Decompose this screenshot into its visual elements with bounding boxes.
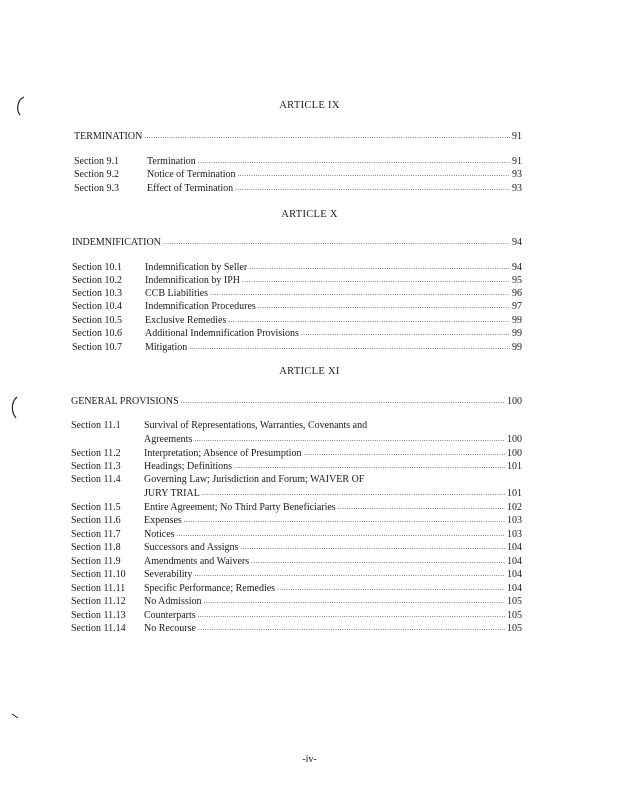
page-number: -iv- xyxy=(302,754,317,765)
toc-entry-page: 104 xyxy=(507,542,522,553)
article-heading: ARTICLE X xyxy=(281,209,338,220)
section-number: Section 10.3 xyxy=(72,288,122,299)
section-number: Section 11.12 xyxy=(71,596,126,607)
section-number: Section 11.5 xyxy=(71,502,121,513)
leader-dots xyxy=(210,287,510,299)
section-number: Section 11.11 xyxy=(71,583,126,594)
leader-dots xyxy=(234,460,505,472)
toc-entry-page: 93 xyxy=(512,169,522,180)
toc-entry-page: 101 xyxy=(507,461,522,472)
toc-entry-main[interactable] xyxy=(74,130,522,143)
toc-entry-title: CCB Liabilities xyxy=(145,288,209,299)
toc-entry[interactable] xyxy=(72,274,522,287)
toc-entry-title: Indemnification Procedures xyxy=(145,301,256,312)
toc-entry[interactable] xyxy=(72,341,522,354)
toc-entry-page: 100 xyxy=(507,396,522,407)
toc-entry-title: Survival of Representations, Warranties, Covenants and xyxy=(144,420,368,431)
toc-entry[interactable] xyxy=(74,182,522,195)
toc-entry-page: 99 xyxy=(512,315,522,326)
toc-entry-title: Successors and Assigns xyxy=(144,542,239,553)
toc-entry-page: 102 xyxy=(507,502,522,513)
toc-entry-title: Specific Performance; Remedies xyxy=(144,583,276,594)
toc-entry-page: 99 xyxy=(512,342,522,353)
toc-entry-page: 96 xyxy=(512,288,522,299)
toc-entry[interactable] xyxy=(74,168,522,181)
toc-entry-page: 103 xyxy=(507,529,522,540)
toc-entry[interactable] xyxy=(72,261,522,274)
toc-entry-page: 104 xyxy=(507,583,522,594)
section-number: Section 9.1 xyxy=(74,156,119,167)
toc-entry-title: Amendments and Waivers xyxy=(144,556,250,567)
toc-entry-title: Notices xyxy=(144,529,175,540)
leader-dots xyxy=(189,341,510,353)
toc-entry-title: Expenses xyxy=(144,515,182,526)
toc-entry-title: Indemnification by IPH xyxy=(145,275,240,286)
toc-entry-page: 103 xyxy=(507,515,522,526)
toc-entry-title: Additional Indemnification Provisions xyxy=(145,328,299,339)
section-number: Section 10.5 xyxy=(72,315,122,326)
leader-dots xyxy=(202,487,505,499)
toc-entry-page: 105 xyxy=(507,623,522,634)
toc-entry-page: 105 xyxy=(507,610,522,621)
toc-entry-title: No Admission xyxy=(144,596,202,607)
toc-entry-title: Indemnification by Seller xyxy=(145,262,248,273)
leader-dots xyxy=(194,568,505,580)
section-number: Section 11.7 xyxy=(71,529,121,540)
toc-entry[interactable] xyxy=(71,541,522,554)
toc-entry[interactable] xyxy=(71,582,522,595)
toc-entry-page: 104 xyxy=(507,556,522,567)
section-number: Section 11.3 xyxy=(71,461,121,472)
leader-dots xyxy=(198,609,505,621)
leader-dots xyxy=(198,155,510,167)
toc-entry[interactable] xyxy=(72,327,522,340)
toc-entry[interactable] xyxy=(144,433,522,446)
toc-entry-title: Termination xyxy=(147,156,196,167)
toc-entry-title: Interpretation; Absence of Presumption xyxy=(144,448,302,459)
section-number: Section 11.14 xyxy=(71,623,126,634)
toc-entry[interactable] xyxy=(71,568,522,581)
toc-entry[interactable] xyxy=(71,460,522,473)
toc-entry-page: 100 xyxy=(507,434,522,445)
section-number: Section 11.2 xyxy=(71,448,121,459)
leader-dots xyxy=(258,300,510,312)
section-number: Section 11.4 xyxy=(71,474,121,485)
section-number: Section 11.10 xyxy=(71,569,126,580)
toc-entry-page: 97 xyxy=(512,301,522,312)
leader-dots xyxy=(303,447,505,459)
leader-dots xyxy=(177,528,505,540)
section-number: Section 10.1 xyxy=(72,262,122,273)
toc-entry-page: 99 xyxy=(512,328,522,339)
toc-entry-page: 101 xyxy=(507,488,522,499)
article-heading: ARTICLE IX xyxy=(279,100,340,111)
section-number: Section 10.7 xyxy=(72,342,122,353)
leader-dots xyxy=(235,182,510,194)
toc-entry-page: 91 xyxy=(512,131,522,142)
toc-entry-page: 94 xyxy=(512,237,522,248)
leader-dots xyxy=(301,327,510,339)
section-number: Section 9.3 xyxy=(74,183,119,194)
scan-mark xyxy=(8,396,20,420)
section-number: Section 11.13 xyxy=(71,610,126,621)
toc-entry-page: 93 xyxy=(512,183,522,194)
toc-entry-title: Effect of Termination xyxy=(147,183,234,194)
section-number: Section 11.8 xyxy=(71,542,121,553)
leader-dots xyxy=(198,622,505,634)
toc-entry-page: 95 xyxy=(512,275,522,286)
toc-entry-main[interactable] xyxy=(72,236,522,249)
toc-entry-page: 94 xyxy=(512,262,522,273)
toc-entry-title: GENERAL PROVISIONS xyxy=(71,396,179,407)
leader-dots xyxy=(277,582,505,594)
leader-dots xyxy=(194,433,505,445)
toc-entry[interactable] xyxy=(72,287,522,300)
toc-entry-title: Entire Agreement; No Third Party Beneficiaries xyxy=(144,502,336,513)
toc-entry-title: JURY TRIAL xyxy=(144,488,200,499)
leader-dots xyxy=(144,130,510,142)
toc-entry-title: Mitigation xyxy=(145,342,188,353)
toc-entry[interactable] xyxy=(71,622,522,635)
section-number: Section 9.2 xyxy=(74,169,119,180)
leader-dots xyxy=(251,555,505,567)
toc-entry-title-line xyxy=(71,474,364,486)
leader-dots xyxy=(242,274,510,286)
toc-entry[interactable] xyxy=(71,609,522,622)
toc-entry-title: TERMINATION xyxy=(74,131,143,142)
toc-entry-title: Headings; Definitions xyxy=(144,461,233,472)
toc-entry[interactable] xyxy=(71,514,522,527)
section-number: Section 10.4 xyxy=(72,301,122,312)
toc-entry[interactable] xyxy=(71,595,522,608)
toc-entry-title: Counterparts xyxy=(144,610,196,621)
leader-dots xyxy=(184,514,505,526)
toc-entry[interactable] xyxy=(71,555,522,568)
toc-entry-page: 104 xyxy=(507,569,522,580)
toc-entry-title: Notice of Termination xyxy=(147,169,236,180)
section-number: Section 10.6 xyxy=(72,328,122,339)
toc-entry[interactable] xyxy=(71,447,522,460)
toc-entry-title: Agreements xyxy=(144,434,193,445)
toc-entry[interactable] xyxy=(72,300,522,313)
section-number: Section 11.6 xyxy=(71,515,121,526)
toc-entry-title: Exclusive Remedies xyxy=(145,315,227,326)
leader-dots xyxy=(249,261,510,273)
article-heading: ARTICLE XI xyxy=(279,366,340,377)
toc-entry[interactable] xyxy=(144,487,522,500)
leader-dots xyxy=(238,168,510,180)
toc-entry-page: 105 xyxy=(507,596,522,607)
scan-mark xyxy=(10,712,20,722)
toc-entry[interactable] xyxy=(74,155,522,168)
leader-dots xyxy=(181,395,505,407)
toc-entry-main[interactable] xyxy=(71,395,522,408)
toc-entry-title: No Recourse xyxy=(144,623,196,634)
toc-entry[interactable] xyxy=(72,314,522,327)
toc-entry-title: INDEMNIFICATION xyxy=(72,237,161,248)
section-number: Section 11.1 xyxy=(71,420,121,431)
toc-entry[interactable] xyxy=(71,528,522,541)
toc-entry[interactable] xyxy=(71,501,522,514)
leader-dots xyxy=(204,595,505,607)
toc-entry-page: 91 xyxy=(512,156,522,167)
toc-entry-title-line xyxy=(71,420,367,432)
section-number: Section 10.2 xyxy=(72,275,122,286)
toc-entry-page: 100 xyxy=(507,448,522,459)
leader-dots xyxy=(338,501,505,513)
leader-dots xyxy=(163,236,510,248)
section-number: Section 11.9 xyxy=(71,556,121,567)
leader-dots xyxy=(228,314,510,326)
toc-entry-title: Governing Law; Jurisdiction and Forum; WAIVER OF xyxy=(144,474,365,485)
toc-entry-title: Severability xyxy=(144,569,193,580)
leader-dots xyxy=(240,541,505,553)
